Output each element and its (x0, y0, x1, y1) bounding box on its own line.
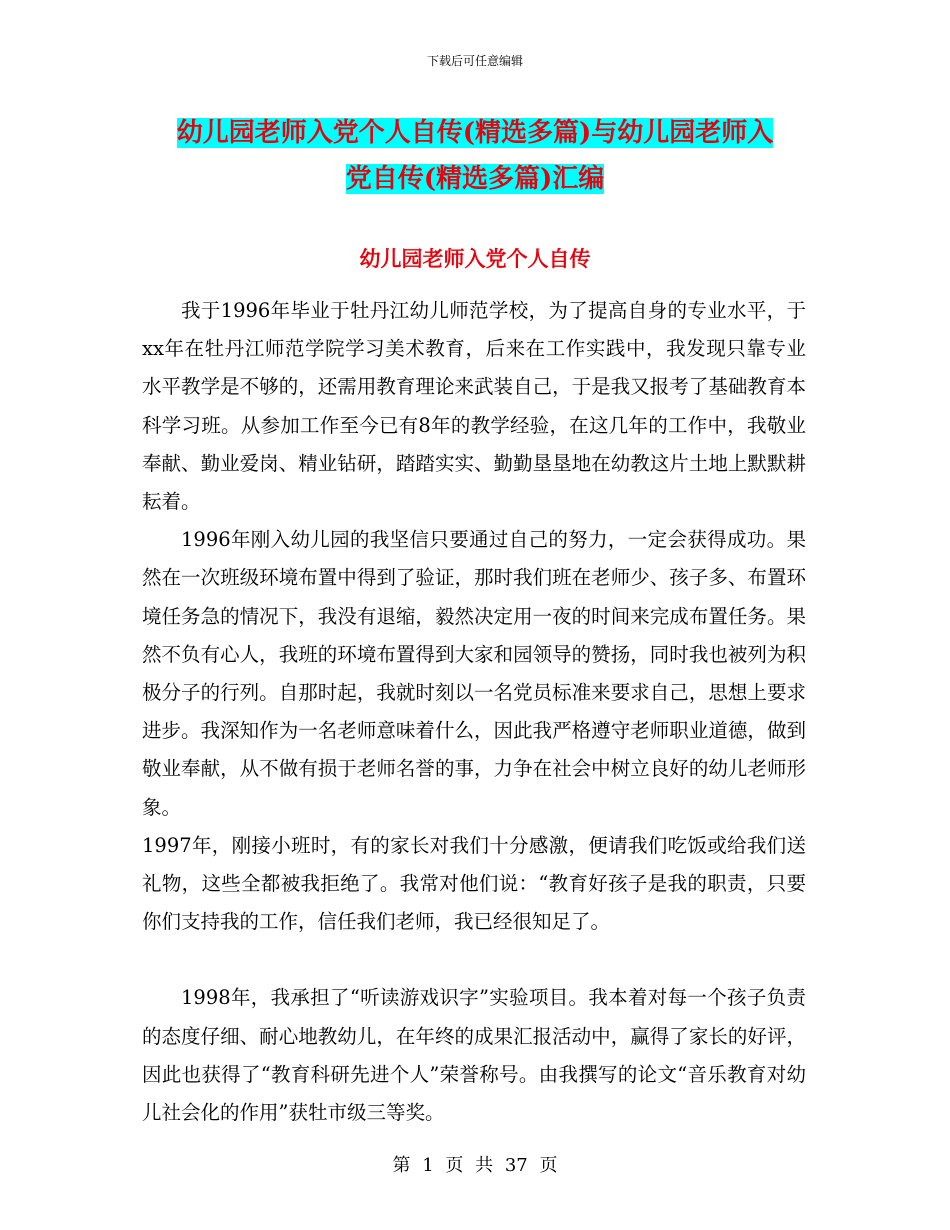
document-title-line-1: 幼儿园老师入党个人自传(精选多篇)与幼儿园老师入 (176, 118, 774, 148)
paragraph-1: 我于1996年毕业于牡丹江幼儿师范学校，为了提高自身的专业水平，于xx年在牡丹江师范学院学习美术教育，后来在工作实践中，我发现只靠专业水平教学是不够的，还需用教育理论来武装自己，于是我又报考了基础教育本科学习班。从参加工作至今已有8年的教学经验，在这几年的工作中，我敬业奉献、勤业爱岗、精业钻研，踏踏实实、勤勤垦垦地在幼教这片土地上默默耕耘着。 (142, 299, 806, 514)
document-title (140, 110, 810, 202)
page-number: 第 1 页 共 37 页 (392, 1155, 558, 1176)
section-heading: 幼儿园老师入党个人自传 (359, 246, 591, 271)
paragraph-2: 1996年刚入幼儿园的我坚信只要通过自己的努力，一定会获得成功。果然在一次班级环境布置中得到了验证，那时我们班在老师少、孩子多、布置环境任务急的情况下，我没有退缩，毅然决定用一夜的时间来完成布置任务。果然不负有心人，我班的环境布置得到大家和园领导的赞扬，同时我也被列为积极分子的行列。自那时起，我就时刻以一名党员标准来要求自己，思想上要求进步。我深知作为一名老师意味着什么，因此我严格遵守老师职业道德，做到敬业奉献，从不做有损于老师名誉的事，力争在社会中树立良好的幼儿老师形象。 (142, 528, 806, 819)
header-note: 下载后可任意编辑 (426, 54, 523, 68)
paragraph-4: 1998年，我承担了“听读游戏识字”实验项目。我本着对每一个孩子负责的态度仔细、耐心地教幼儿，在年终的成果汇报活动中，赢得了家长的好评，因此也获得了“教育科研先进个人”荣誉称号。由我撰写的论文“音乐教育对幼儿社会化的作用”获牡市级三等奖。 (142, 986, 806, 1125)
document-body (142, 292, 806, 1132)
paragraph-3: 1997年，刚接小班时，有的家长对我们十分感激，便请我们吃饭或给我们送礼物，这些全都被我拒绝了。我常对他们说：“教育好孩子是我的职责，只要你们支持我的工作，信任我们老师，我已经很知足了。 (142, 833, 806, 934)
document-title-line-2: 党自传(精选多篇)汇编 (345, 164, 605, 194)
paragraph-gap (142, 941, 806, 979)
